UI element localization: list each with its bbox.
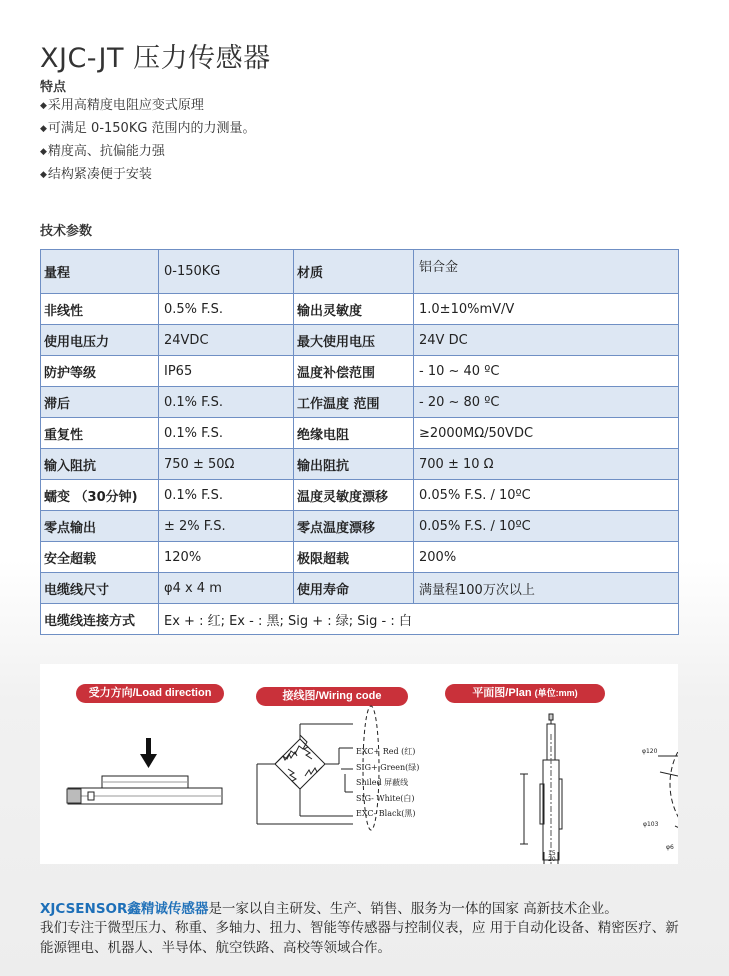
param-label: 使用电压力 [41,325,159,356]
param-label: 电缆线连接方式 [41,604,159,635]
features-list [40,97,256,189]
param-value: 0-150KG [159,250,294,294]
technical-drawing-panel [40,664,678,864]
param-value: IP65 [159,356,294,387]
plan-drawing [510,664,678,864]
diamond-bullet-icon: ◆ [40,124,47,134]
wire-legend-item: EXC+ Red (红) [356,747,416,756]
table-row [41,294,679,325]
diamond-bullet-icon: ◆ [40,101,47,111]
param-value: 1.0±10%mV/V [414,294,679,325]
param-label: 零点温度漂移 [294,511,414,542]
spec-table [40,249,679,635]
feature-item: ◆可满足 0-150KG 范围内的力测量。 [40,121,256,136]
load-direction-label: 受力方向/Load direction [76,684,224,703]
dim-phi120: φ120 [642,748,658,755]
param-value: Ex + : 红; Ex - : 黑; Sig + : 绿; Sig - : 白 [159,604,679,635]
param-value: ± 2% F.S. [159,511,294,542]
table-row [41,480,679,511]
param-label: 使用寿命 [294,573,414,604]
load-direction-drawing [40,664,240,864]
param-label: 温度补偿范围 [294,356,414,387]
param-value: 24V DC [414,325,679,356]
diamond-bullet-icon: ◆ [40,147,47,157]
param-value: 750 ± 50Ω [159,449,294,480]
param-label: 滞后 [41,387,159,418]
param-label: 输出阻抗 [294,449,414,480]
down-arrow-icon [140,738,157,768]
table-row [41,449,679,480]
param-value: φ4 x 4 m [159,573,294,604]
table-row [41,511,679,542]
param-label: 最大使用电压 [294,325,414,356]
param-value: 0.5% F.S. [159,294,294,325]
param-label: 极限超载 [294,542,414,573]
plan-label: 平面图/Plan (单位:mm) [445,684,605,703]
table-row [41,573,679,604]
wire-legend-item: SIG+ Green(绿) [356,762,420,772]
table-row [41,387,679,418]
wire-legend-item: Shiled 屏蔽线 [356,778,409,787]
param-value: 0.05% F.S. / 10ºC [414,480,679,511]
feature-item: ◆精度高、抗偏能力强 [40,144,165,159]
table-row [41,250,679,294]
params-heading: 技术参数 [40,224,93,239]
param-value: - 10 ~ 40 ºC [414,356,679,387]
param-value: - 20 ~ 80 ºC [414,387,679,418]
param-label: 安全超载 [41,542,159,573]
param-label: 蠕变 （30分钟) [41,480,159,511]
param-label: 输出灵敏度 [294,294,414,325]
dim-20: 20 [548,856,556,863]
brand-name: XJCSENSOR鑫精诚传感器 [40,901,209,917]
diamond-bullet-icon: ◆ [40,170,47,180]
param-label: 量程 [41,250,159,294]
page-title: XJC-JT 压力传感器 [40,43,271,75]
wire-legend-item: SIG- White(白) [356,793,415,803]
param-value: 200% [414,542,679,573]
table-row [41,418,679,449]
param-label: 零点输出 [41,511,159,542]
table-row [41,604,679,635]
company-description: 我们专注于微型压力、称重、多轴力、扭力、智能等传感器与控制仪表，应 用于自动化设备、精密医疗、新能源锂电、机器人、半导体、航空铁路、高校等领域合作。 [40,920,679,956]
company-intro: XJCSENSOR鑫精诚传感器是一家以自主研发、生产、销售、服务为一体的国家 高新技术企业。 [40,901,618,917]
wire-legend-item: EXC- Black(黑) [356,809,416,818]
dim-phi6: φ6 [666,844,674,851]
wire-legend [356,744,419,822]
sensor-side-view-icon [67,776,222,804]
param-value: 满量程100万次以上 [414,573,679,604]
param-label: 非线性 [41,294,159,325]
dim-phi103: φ103 [643,821,659,828]
param-label: 材质 [294,250,414,294]
table-row [41,325,679,356]
table-row [41,542,679,573]
param-value: 0.1% F.S. [159,480,294,511]
param-value: 0.05% F.S. / 10ºC [414,511,679,542]
param-value: 0.1% F.S. [159,418,294,449]
param-label: 绝缘电阻 [294,418,414,449]
param-value: 24VDC [159,325,294,356]
param-value: 700 ± 10 Ω [414,449,679,480]
features-heading: 特点 [40,80,67,95]
param-value: 0.1% F.S. [159,387,294,418]
table-row [41,356,679,387]
param-value: 铝合金 [414,250,679,294]
param-label: 电缆线尺寸 [41,573,159,604]
param-label: 输入阻抗 [41,449,159,480]
dim-15: 15 [548,850,556,857]
param-value: ≥2000MΩ/50VDC [414,418,679,449]
param-label: 防护等级 [41,356,159,387]
param-label: 温度灵敏度漂移 [294,480,414,511]
feature-item: ◆采用高精度电阻应变式原理 [40,98,204,113]
feature-item: ◆结构紧凑便于安装 [40,167,152,182]
param-label: 重复性 [41,418,159,449]
wiring-code-label: 接线图/Wiring code [256,687,408,706]
param-value: 120% [159,542,294,573]
param-label: 工作温度 范围 [294,387,414,418]
